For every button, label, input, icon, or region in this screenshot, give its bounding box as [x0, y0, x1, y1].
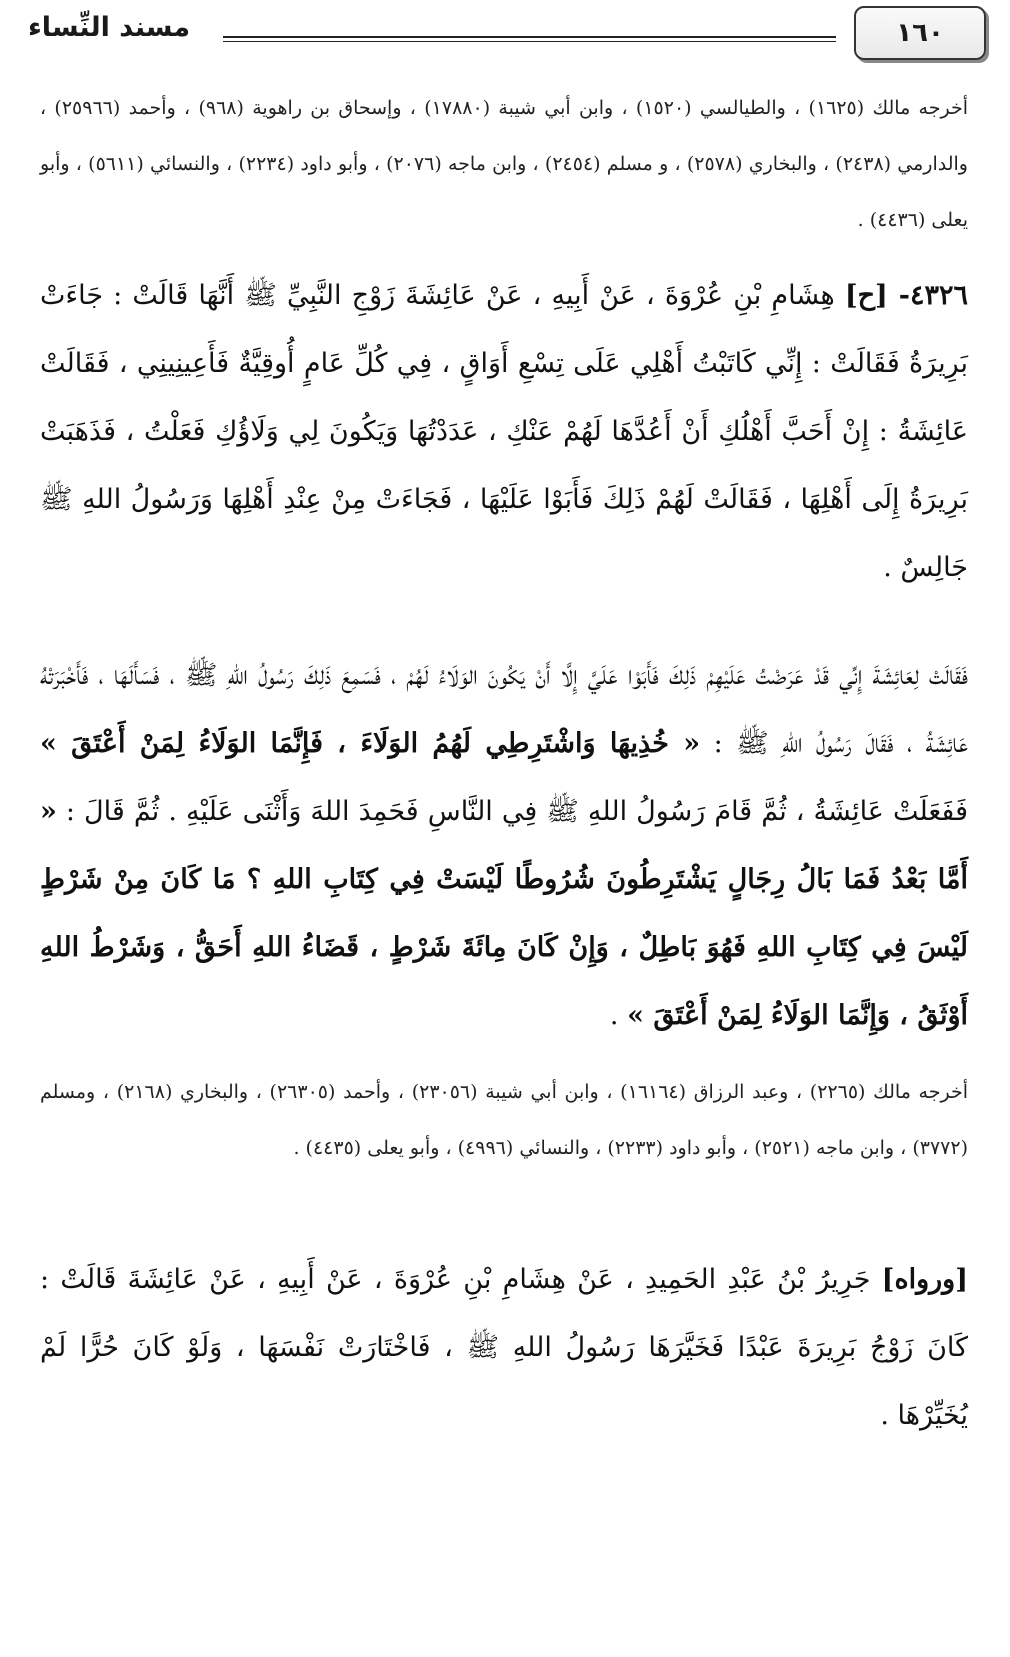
hadith-continuation: [40, 642, 968, 1050]
continuation-end: .: [609, 1000, 619, 1031]
page-header: [28, 6, 986, 62]
continuation-part-2: فَفَعَلَتْ عَائِشَةُ ، ثُمَّ قَامَ رَسُولُ اللهِ ﷺ فِي النَّاسِ فَحَمِدَ اللهَ وَأَثْنَى عَلَيْهِ . ثُمَّ قَالَ :: [65, 796, 968, 827]
prophet-quote-2: « أَمَّا بَعْدُ فَمَا بَالُ رِجَالٍ يَشْتَرِطُونَ شُرُوطًا لَيْسَتْ فِي كِتَابِ اللهِ ؟ مَا كَانَ مِنْ شَرْطٍ لَيْسَ فِي كِتَابِ اللهِ فَهُوَ بَاطِلٌ ، وَإِنْ كَانَ مِائَةَ شَرْطٍ ، قَضَاءُ اللهِ أَحَقُّ ، وَشَرْطُ اللهِ أَوْثَقُ ، وَإِنَّمَا الوَلَاءُ لِمَنْ أَعْتَقَ »: [40, 796, 968, 1031]
hadith-text: هِشَامِ بْنِ عُرْوَةَ ، عَنْ أَبِيهِ ، عَنْ عَائِشَةَ زَوْجِ النَّبِيِّ ﷺ أَنَّهَا قَالَتْ : جَاءَتْ بَرِيرَةُ فَقَالَتْ : إِنِّي كَاتَبْتُ أَهْلِي عَلَى تِسْعِ أَوَاقٍ ، فِي كُلِّ عَامٍ أُوقِيَّةٌ فَأَعِينِينِي ، فَقَالَتْ عَائِشَةُ : إِنْ أَحَبَّ أَهْلُكِ أَنْ أَعُدَّهَا لَهُمْ عَنْكِ ، عَدَدْتُهَا وَيَكُونَ لِي وَلَاؤُكِ فَعَلْتُ ، فَذَهَبَتْ بَرِيرَةُ إِلَى أَهْلِهَا ، فَقَالَتْ لَهُمْ ذَلِكَ فَأَبَوْا عَلَيْهَا ، فَجَاءَتْ مِنْ عِنْدِ أَهْلِهَا وَرَسُولُ اللهِ ﷺ جَالِسٌ .: [40, 280, 968, 583]
riwaya-text: جَرِيرُ بْنُ عَبْدِ الحَمِيدِ ، عَنْ هِشَامِ بْنِ عُرْوَةَ ، عَنْ أَبِيهِ ، عَنْ عَائِشَةَ قَالَتْ : كَانَ زَوْجُ بَرِيرَةَ عَبْدًا فَخَيَّرَهَا رَسُولُ اللهِ ﷺ ، فَاخْتَارَتْ نَفْسَهَا ، وَلَوْ كَانَ حُرًّا لَمْ يُخَيِّرْهَا .: [40, 1264, 968, 1431]
continuation-part-1: فَقَالَتْ لِعَائِشَةَ إِنِّي قَدْ عَرَضْتُ عَلَيْهِمْ ذَلِكَ فَأَبَوْا عَلَيَّ إِلَّا أَنْ يَكُونَ الوَلَاءُ لَهُمْ ، فَسَمِعَ ذَلِكَ رَسُولُ اللهِ ﷺ ، فَسَأَلَهَا ، فَأَخْبَرَتْهُ عَائِشَةُ ، فَقَالَ رَسُولُ اللهِ ﷺ :: [40, 660, 969, 759]
riwaya-paragraph: [40, 1246, 968, 1450]
hadith-number: ٤٣٢٦- [ح]: [844, 280, 968, 311]
footnote-2: أخرجه مالك (٢٢٦٥) ، وعبد الرزاق (١٦١٦٤) ، وابن أبي شيبة (٢٣٠٥٦) ، وأحمد (٢٦٣٠٥) ، والبخاري (٢١٦٨) ، ومسلم (٣٧٧٢) ، وابن ماجه (٢٥٢١) ، وأبو داود (٢٢٣٣) ، والنسائي (٤٩٩٦) ، وأبو يعلى (٤٤٣٥) .: [40, 1081, 968, 1159]
riwaya-label: [ورواه]: [881, 1264, 968, 1295]
header-rule: [223, 36, 836, 42]
book-title: مسند النِّساء: [28, 12, 191, 43]
hadith-4326: [40, 262, 968, 602]
footnote-1: أخرجه مالك (١٦٢٥) ، والطيالسي (١٥٢٠) ، وابن أبي شيبة (١٧٨٨٠) ، وإسحاق بن راهوية (٩٦٨) ، وأحمد (٢٥٩٦٦) ، والدارمي (٢٤٣٨) ، والبخاري (٢٥٧٨) ، و مسلم (٢٤٥٤) ، وابن ماجه (٢٠٧٦) ، وأبو داود (٢٢٣٤) ، والنسائي (٥٦١١) ، وأبو يعلى (٤٤٣٦) .: [40, 97, 968, 231]
prophet-quote-1: « خُذِيهَا وَاشْتَرِطِي لَهُمُ الوَلَاءَ ، فَإِنَّمَا الوَلَاءُ لِمَنْ أَعْتَقَ »: [40, 728, 701, 759]
page-number: ١٦٠: [854, 6, 986, 60]
